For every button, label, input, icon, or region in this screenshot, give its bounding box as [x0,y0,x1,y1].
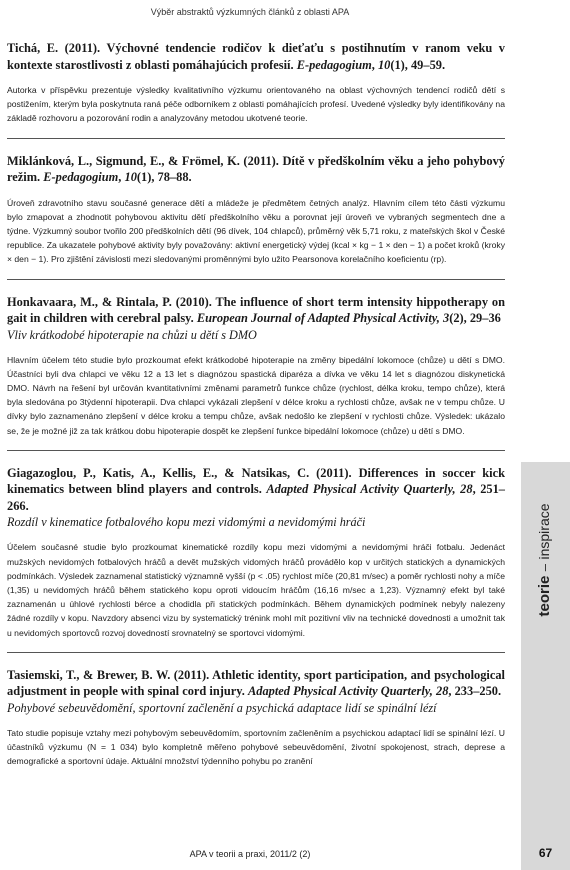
citation [7,667,505,700]
article-list [7,40,505,768]
abstract: Tato studie popisuje vztahy mezi pohybovým sebeuvědomím, sportovním začleněním a psychickou adaptací lidí se spinální lézí. U účastníků výzkumu (N = 1 034) bylo kompletně měřeno pohybové sebeuvědomění, životní spokojenost, strach, deprese a demografické a sportovní údaje. Aktuální množství týdenního pohybu po zranění [7,727,505,767]
citation: Tichá, E. (2011). Výchovné tendencie rodičov k dieťaťu s postihnutím v ranom veku v kontexte starostlivosti z oblasti pomáhajúcich profesií. E-pedagogium, 10(1), 49–59. [7,41,505,72]
journal-volume: 28 [436,684,449,699]
journal-volume: 3 [443,311,450,326]
journal-name: Adapted Physical Activity Quarterly, [266,482,456,497]
abstract: Autorka v příspěvku prezentuje výsledky kvalitativního výzkumu orientovaného na oblast výchovných tendencí rodičů dětí s postižením, kterým byla poskytnuta raná péče odborníkem z oblasti pomáhajících profesí. Uvedené výsledky byly identifikovány na základě rozhovoru a pozorování rodin a analyzovány metodou ukotvené teorie. [7,85,505,124]
citation-text: Giagazoglou, P., Katis, A., Kellis, E., & Natsikas, C. (2011). Differences in soccer kick kinematics between blind players and controls. [7,465,505,497]
citation: Miklánková, L., Sigmund, E., & Frömel, K. (2011). Dítě v předškolním věku a jeho pohybový režim. E-pedagogium, 10(1), 78–88. [7,153,505,185]
czech-title: Rozdíl v kinematice fotbalového kopu mezi vidomými a nevidomými hráči [7,515,366,530]
abstract: Úroveň zdravotního stavu současné generace dětí a mládeže je předmětem četných analýz. Hlavním cílem této části výzkumu bylo zmapovat a zhodnotit pohybovou aktivitu dětí předškolního věku a porovnat její úroveň ve vybraných segmentech dne a týdne. Výzkumný soubor tvořilo 200 předškolních dětí (96 dívek, 104 chlapců), průměrný věk 5,71 roku, z mateřských škol v České republice. Za ukazatele pohybové aktivity byly považovány: aktivní energetický výdej (kcal × kg − 1 × den − 1) a počet kroků (kroky × den − 1). Pro zjištění závislosti mezi sledovanými proměnnými bylo užito Pearsonova korelačního koeficientu (rp). [7,197,505,265]
journal-name: European Journal of Adapted Physical Activity, [196,311,440,326]
issue-pages: (1), 49–59. [390,57,446,72]
article-entry [7,153,505,267]
section-dash: – [537,563,552,572]
journal-volume: 28 [460,482,473,497]
citation-text: Tasiemski, T., & Brewer, B. W. (2011). Athletic identity, sport participation, and psychological adjustment in people with spinal cord injury. [7,667,505,699]
divider [7,652,505,653]
journal-name: Adapted Physical Activity Quarterly, [247,684,433,699]
citation [7,294,505,327]
journal-volume: 10 [124,170,137,185]
page-number: 67 [538,846,553,860]
issue-pages: , 251–266. [7,482,505,513]
issue-pages: (2), 29–36 [449,311,501,326]
divider [7,138,505,139]
abstract: Hlavním účelem této studie bylo prozkoumat efekt krátkodobé hipoterapie na změny bipedální lokomoce (chůze) u dětí s DMO. Účastníci byli dva chlapci ve věku 12 a 13 let s diagnózou spastická diparéza a dívka ve věku 14 let s diagnózou diskynetická DMO. Návrh na řešení byl určován kvantitativními změnami parametrů funkce chůze (rychlost, délka kroku, tempo chůze), která byla sledována po 3týdenní hipoterapii. Dva chlapci vykázali zlepšení v délce kroku a rychlosti chůze, avšak ne v tempu chůze. U dívky bylo zaznamenáno zlepšení v délce kroku a tempu chůze, avšak nedošlo ke zlepšení v rychlosti chůze. Výsledek: ukázalo se, že je možné již za tak krátkou dobu hipoterapie dospět ke zlepšení funkce bipedální lokomoce (chůze) u dětí s DMO. [7,354,505,436]
journal-name: E-pedagogium [296,57,372,72]
czech-title: Pohybové sebeuvědomění, sportovní začlenění a psychická adaptace lidí se spinální lézí [7,700,437,715]
section-word-teorie: teorie [536,575,553,617]
divider [7,279,505,280]
section-word-inspirace: inspirace [536,503,552,560]
citation-text: Honkavaara, M., & Rintala, P. (2010). The influence of short term intensity hippotherapy on gait in children with cerebral palsy. [7,294,505,326]
article-entry [7,465,505,640]
citation-text: Tichá, E. (2011). Výchovné tendencie rodičov k dieťaťu s postihnutím v ranom veku v kontexte starostlivosti z oblasti pomáhajúcich profesií. [7,41,505,72]
running-head: Výběr abstraktů výzkumných článků z oblasti APA [150,7,350,17]
journal-volume: 10 [377,57,391,72]
issue-pages: , 233–250. [448,684,502,699]
footer: APA v teorii a praxi, 2011/2 (2) [189,849,311,859]
divider [7,450,505,451]
article-entry [7,40,505,126]
journal-name: E-pedagogium [43,170,119,185]
issue-pages: (1), 78–88. [136,170,192,185]
article-entry [7,294,505,438]
citation [7,465,505,515]
czech-title: Vliv krátkodobé hipoterapie na chůzi u dětí s DMO [7,327,257,342]
article-entry [7,667,505,769]
abstract: Účelem současné studie bylo prozkoumat kinematické rozdíly kopu mezi vidomými a nevidomými hráči fotbalu. Jedenáct mužských nevidomých fotbalových hráčů a devět mužských vidomých hráčů provádělo kop v určitých statických a dynamických podmínkách. Výsledek zaznamenal statistický významně vyšší (p < .05) rychlost míče (20,81 m/sec) a poměr rychlosti nohy a míče (1,35) u nevidomých hráčů během statického kopu oproti vidoucím hráčům (16,16 m/sec a 1,23). Významný efekt byl také zaznamenán u úhlové rychlosti bérce a chodidla při statických podmínkách. Během dynamických podmínek nebyly nalezeny žádné rozdíly v kopu. Navzdory absenci vizu by systematický trénink mohl mít pozitivní vliv na technické dovednosti a umožnit tak u nevidomých sportovců rozvoj dovedností srovnatelný se sportovci vidomými. [7,542,505,638]
section-label [536,503,554,616]
citation-text: Miklánková, L., Sigmund, E., & Frömel, K. (2011). Dítě v předškolním věku a jeho pohybový režim. [7,153,505,185]
